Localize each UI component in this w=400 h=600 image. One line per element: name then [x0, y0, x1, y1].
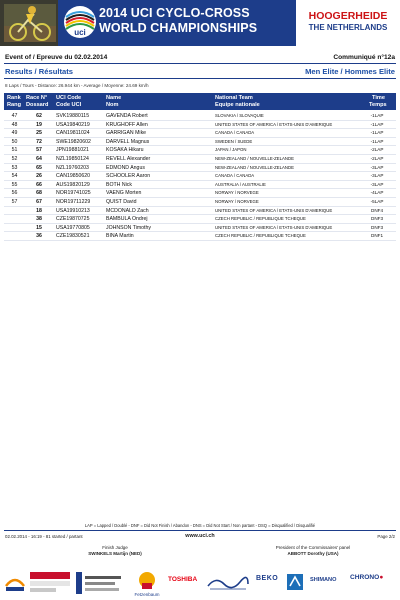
national-team-cell: NORWAY / NORVEGE: [215, 198, 259, 204]
national-team-cell: CZECH REPUBLIC / REPUBLIQUE TCHEQUE: [215, 216, 306, 222]
abbreviation-legend: LAP = Lapped / Doublé - DNF = Did Not Finish / Abandon - DNS = Did Not Start / Non partant - DSQ = Disqualified / Disqualifié: [84, 523, 316, 528]
website-link[interactable]: www.uci.ch: [185, 533, 215, 539]
national-team-cell: CANADA / CANADA: [215, 173, 255, 179]
national-team-cell: SWEDEN / SUEDE: [215, 138, 253, 144]
race-number-cell: 68: [36, 190, 42, 197]
national-team-cell: SLOVAKIA / SLOVAQUIE: [215, 113, 264, 118]
time-cell: -3LAP: [370, 173, 384, 179]
sponsor-script-logo: [206, 574, 250, 592]
race-number-cell: 57: [36, 147, 42, 154]
col-team-en: National Team: [215, 95, 253, 101]
national-team-cell: AUSTRALIA / AUSTRALIE: [215, 181, 266, 187]
panel-president-role: President of the Commissaires' panel: [275, 545, 351, 550]
national-team-cell: CZECH REPUBLIC / REPUBLIQUE TCHEQUE: [215, 233, 306, 239]
time-cell: -5LAP: [370, 198, 384, 204]
time-cell: -2LAP: [370, 155, 384, 161]
rider-photo: [0, 0, 62, 46]
time-cell: -1LAP: [370, 138, 384, 144]
table-row: [4, 224, 396, 233]
table-row: [4, 189, 396, 198]
uci-code-cell: SVK19880115: [56, 113, 90, 119]
category-title: Men Elite / Hommes Elite: [305, 67, 395, 76]
table-row: [4, 172, 396, 181]
race-number-cell: 72: [36, 138, 42, 145]
race-number-cell: 62: [36, 113, 42, 119]
toshiba-logo: TOSHIBA: [168, 576, 198, 583]
rider-name-cell: JOHNSON Timothy: [106, 224, 151, 231]
chrono-logo-text: CHRONO: [350, 574, 380, 581]
banner-title-line2: WORLD CHAMPIONSHIPS: [99, 21, 258, 35]
uci-code-cell: AUS19820129: [56, 181, 90, 188]
uci-logo: [63, 5, 97, 39]
table-row: [4, 207, 396, 216]
rider-name-cell: DARVELL Magnus: [106, 138, 150, 145]
col-rank-en: Rank: [7, 95, 21, 101]
time-cell: DNF3: [371, 224, 383, 230]
uci-code-cell: CAN19850620: [56, 173, 91, 180]
uci-logo-text: uci: [74, 28, 86, 37]
rank-cell: 47: [11, 113, 18, 119]
time-cell: DNF1: [371, 233, 383, 239]
col-team-fr: Equipe nationale: [215, 102, 260, 108]
uci-code-cell: USA19770805: [56, 224, 90, 231]
results-title: Results / Résultats: [5, 67, 73, 76]
rider-name-cell: BAMBULA Ondrej: [106, 216, 148, 223]
results-table-body: [4, 112, 396, 241]
rank-cell: 48: [11, 121, 18, 128]
uci-code-cell: NZL19760203: [56, 164, 89, 171]
table-row: [4, 138, 396, 147]
race-number-cell: 25: [36, 130, 42, 137]
col-name-fr: Nom: [106, 102, 119, 108]
divider: [4, 530, 396, 531]
col-uci-code-fr: Code UCI: [56, 102, 82, 108]
time-cell: -3LAP: [370, 164, 384, 170]
rank-cell: 54: [11, 173, 18, 180]
race-number-cell: 67: [36, 198, 42, 205]
rider-name-cell: KRUGHOFF Allen: [106, 121, 148, 128]
race-number-cell: 65: [36, 164, 42, 171]
knwu-logo: [4, 574, 26, 592]
table-row: [4, 155, 396, 164]
chrono-dot-icon: ●: [379, 574, 384, 581]
rider-name-cell: EDMOND Angus: [106, 164, 145, 171]
uci-code-cell: CAN19811024: [56, 130, 90, 137]
national-team-cell: NEW-ZEALAND / NOUVELLE-ZELANDE: [215, 155, 294, 161]
col-time-fr: Temps: [369, 102, 387, 108]
time-cell: -2LAP: [370, 147, 384, 153]
col-race-no-en: Race N°: [26, 95, 48, 101]
race-number-cell: 18: [36, 207, 42, 214]
rank-cell: 53: [11, 164, 18, 171]
finish-judge: [60, 545, 170, 557]
divider: [4, 78, 396, 79]
rider-name-cell: SCHOOLER Aaron: [106, 173, 151, 180]
national-team-cell: CANADA / CANADA: [215, 130, 255, 136]
rider-name-cell: BOTH Nick: [106, 181, 132, 188]
rank-cell: 56: [11, 190, 18, 197]
ministry-logo: [76, 572, 124, 594]
race-number-cell: 19: [36, 121, 42, 128]
uci-code-cell: NZL19850124: [56, 155, 89, 162]
host-country: THE NETHERLANDS: [308, 23, 388, 32]
national-team-cell: JAPAN / JAPON: [215, 147, 247, 153]
championship-banner: [0, 0, 400, 46]
national-team-cell: NEW-ZEALAND / NOUVELLE-ZELANDE: [215, 164, 294, 170]
table-row: [4, 181, 396, 190]
uci-code-cell: CZE19830521: [56, 233, 90, 240]
race-number-cell: 15: [36, 224, 42, 231]
finish-judge-name: SWINKELS Martijn (NED): [88, 551, 142, 556]
uci-code-cell: NOR19711229: [56, 198, 91, 205]
rider-name-cell: REVELL Alexander: [106, 155, 151, 162]
national-team-cell: NORWAY / NORVEGE: [215, 190, 259, 196]
col-rank-fr: Rang: [7, 102, 21, 108]
rank-cell: 49: [11, 130, 18, 137]
shimano-logo: SHIMANO: [310, 577, 337, 583]
uci-code-cell: JPN19881021: [56, 147, 89, 154]
rank-cell: 52: [11, 155, 18, 162]
fetzenbaum-text: Fetzenbaum: [134, 592, 160, 597]
race-number-cell: 26: [36, 173, 42, 180]
rider-name-cell: KOSAKA Hikaru: [106, 147, 144, 154]
rider-name-cell: GAVENDA Robert: [106, 113, 148, 119]
time-cell: -4LAP: [370, 190, 384, 196]
uci-code-cell: USA19840219: [56, 121, 90, 128]
banner-title-line1: 2014 UCI CYCLO-CROSS: [99, 6, 250, 20]
chrono-logo: [350, 574, 383, 581]
table-row: [4, 198, 396, 207]
table-row: [4, 232, 396, 241]
event-date: Event of / Epreuve du 02.02.2014: [5, 54, 108, 61]
table-row: [4, 146, 396, 155]
time-cell: -1LAP: [370, 121, 384, 127]
national-team-cell: UNITED STATES OF AMERICA / ETATS-UNIS D'AMERIQUE: [215, 121, 333, 127]
time-cell: -1LAP: [370, 113, 384, 118]
col-uci-code-en: UCI Code: [56, 95, 82, 101]
table-row: [4, 121, 396, 130]
time-cell: -1LAP: [370, 130, 384, 136]
beko-logo: BEKO: [256, 575, 279, 582]
uci-code-cell: CZE19870725: [56, 216, 90, 223]
rider-photo-image: [4, 4, 56, 42]
panel-president-name: ABBOTT Dorothy (USA): [287, 551, 339, 556]
race-info: 8 Laps / Tours - Distance: 26.944 km - Average / Moyenne: 24.69 km/h: [5, 83, 149, 88]
panel-president: [248, 545, 378, 557]
race-number-cell: 66: [36, 181, 42, 188]
rank-cell: 57: [11, 198, 18, 205]
rider-name-cell: VAENG Morten: [106, 190, 142, 197]
rider-name-cell: MCDONALD Zach: [106, 207, 149, 214]
uci-code-cell: NOR19741025: [56, 190, 91, 197]
sponsor-strip: [0, 568, 400, 598]
rider-name-cell: BINA Martin: [106, 233, 134, 240]
race-number-cell: 38: [36, 216, 42, 223]
results-table-header: [4, 93, 396, 110]
rider-name-cell: GARRIGAN Mike: [106, 130, 147, 137]
time-cell: DNF3: [371, 216, 383, 222]
communique-number: Communiqué n°12a: [333, 54, 395, 61]
table-row: [4, 112, 396, 121]
col-time-en: Time: [372, 95, 385, 101]
rank-cell: 50: [11, 138, 18, 145]
table-row: [4, 164, 396, 173]
time-cell: DNF4: [371, 207, 383, 213]
host-city: HOOGERHEIDE: [308, 10, 388, 22]
sponsor-logo-red: [30, 572, 70, 594]
finish-judge-role: Finish Judge: [102, 545, 128, 550]
banner-title: [99, 6, 289, 36]
rank-cell: 55: [11, 181, 18, 188]
table-row: [4, 129, 396, 138]
page-number: Page 2/2: [377, 534, 395, 539]
fetzenbaum-logo: [132, 571, 162, 597]
rider-name-cell: QUIST David: [106, 198, 137, 205]
col-race-no-fr: Dossard: [26, 102, 49, 108]
col-name-en: Name: [106, 95, 122, 101]
race-number-cell: 64: [36, 155, 42, 162]
uci-code-cell: USA19910213: [56, 207, 90, 214]
uci-code-cell: SWE19820602: [56, 138, 91, 145]
race-number-cell: 36: [36, 233, 42, 240]
table-row: [4, 215, 396, 224]
sponsor-square-logo: [286, 573, 304, 591]
divider: [4, 63, 396, 64]
timestamp: 02.02.2014 - 16:19 - 81 started / partant: [5, 534, 83, 539]
national-team-cell: UNITED STATES OF AMERICA / ETATS-UNIS D'AMERIQUE: [215, 207, 333, 213]
national-team-cell: UNITED STATES OF AMERICA / ETATS-UNIS D'AMERIQUE: [215, 224, 333, 230]
rank-cell: 51: [11, 147, 18, 154]
time-cell: -3LAP: [370, 181, 384, 187]
